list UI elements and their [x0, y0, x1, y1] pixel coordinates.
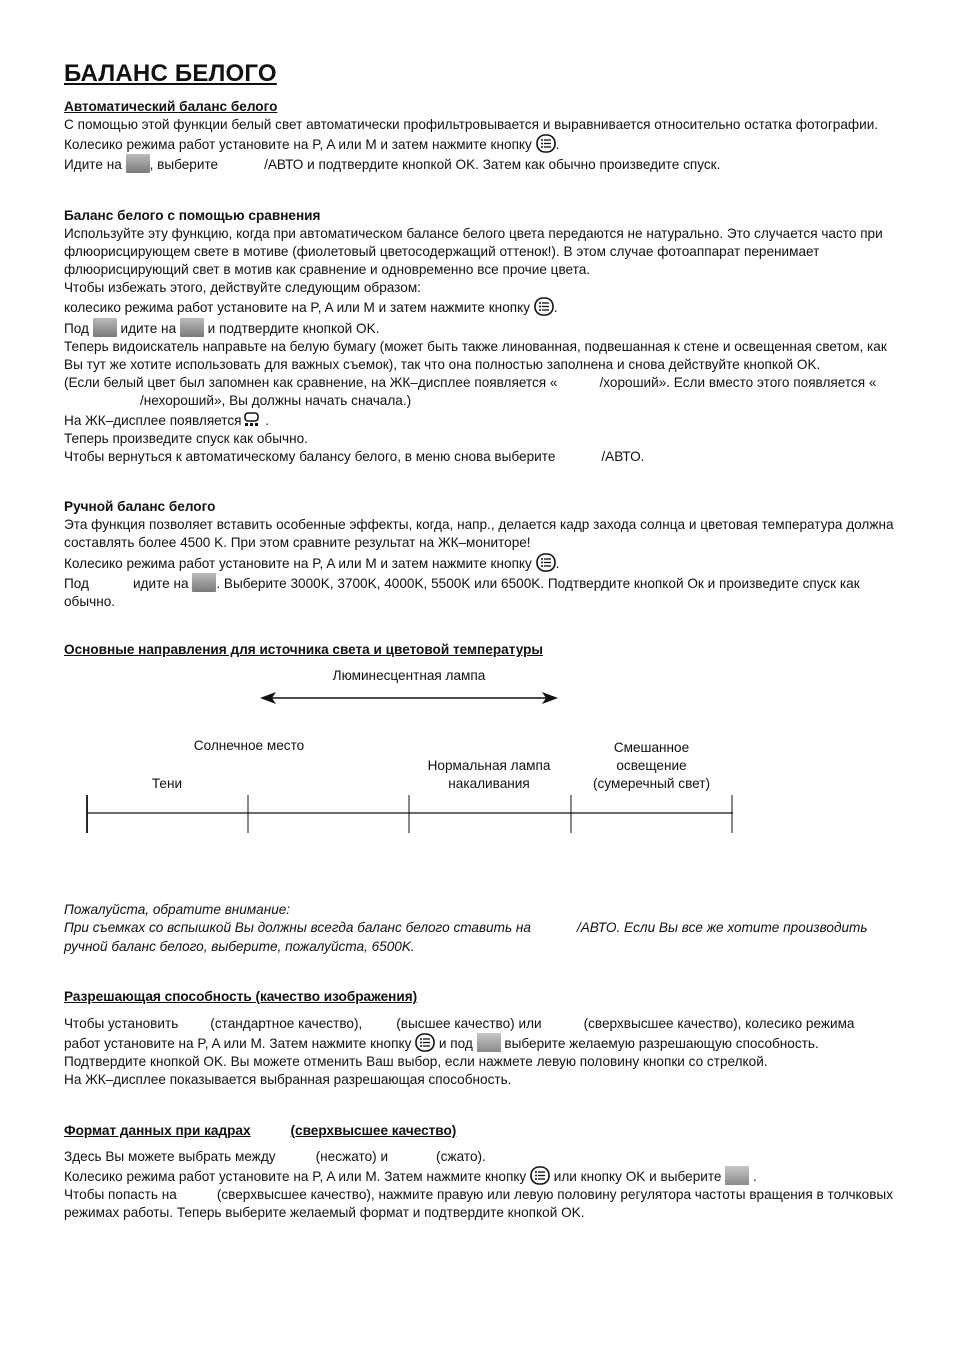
menu-tab-icon — [93, 318, 117, 337]
paragraph: На ЖК–дисплее появляется . — [64, 412, 270, 428]
white-balance-icon — [180, 318, 204, 337]
section-heading: Ручной баланс белого — [64, 499, 216, 515]
paragraph: Под идите на . Выберите 3000K, 3700K, 4000K, 5500K или 6500K. Подтвердите кнопкой Ок и произведите спуск как обычно. — [64, 573, 894, 611]
section-compare — [64, 207, 894, 467]
paragraph: Здесь Вы можете выбрать между (несжато) и (сжато). — [64, 1148, 486, 1164]
paragraph: Идите на , выберите /АВТО и подтвердите кнопкой OK. Затем как обычно произведите спуск. — [64, 154, 894, 174]
section-format — [64, 1122, 894, 1223]
section-heading: Основные направления для источника света и цветовой температуры — [64, 642, 543, 658]
double-arrow — [260, 691, 560, 705]
note-heading: Пожалуйста, обратите внимание: — [64, 902, 291, 918]
menu-button-icon — [534, 297, 554, 316]
section-note — [64, 901, 894, 956]
menu-button-icon — [530, 1166, 550, 1185]
paragraph: Используйте эту функцию, когда при автоматическом балансе белого цвета передаются не натурально. Это случается часто при флюорисцирующем свете в мотиве (фиолетовый цветосодержащий оттенок!). В этом случае фотоаппарат перенимает флюорисцирующий свет в мотив как сравнение и одновременно все прочие цвета. — [64, 225, 883, 278]
label-fluorescent: Люминесцентная лампа — [332, 668, 486, 684]
format-tab-icon — [725, 1166, 749, 1185]
paragraph: Эта функция позволяет вставить особенные эффекты, когда, напр., делается кадр захода солнца и цветовая температура должна составлять более 4500 K. При этом сравните результат на ЖК–мониторе! — [64, 517, 894, 551]
white-balance-icon — [192, 573, 216, 592]
section-heading: Формат данных при кадрах (сверхвысшее качество) — [64, 1122, 457, 1138]
paragraph: Чтобы вернуться к автоматическому балансу белого, в меню снова выберите /АВТО. — [64, 449, 645, 465]
paragraph: Теперь произведите спуск как обычно. — [64, 430, 308, 446]
paragraph: Чтобы попасть на (сверхвысшее качество), нажмите правую или левую половину регулятора частоты вращения в толчковых режимах работы. Теперь выберите желаемый формат и подтвердите кнопкой OK. — [64, 1187, 894, 1221]
section-heading: Разрешающая способность (качество изображения) — [64, 988, 418, 1004]
section-manual — [64, 498, 894, 611]
paragraph: Теперь видоискатель направьте на белую бумагу (может быть также линованная, подвешанная к стене и освещенная светом, как Вы тут же хотите использовать для важных съемок), так что она полностью заполнена и снова действуйте кнопкой OK. — [64, 338, 887, 373]
section-resolution — [64, 988, 894, 1090]
menu-tab-icon — [126, 154, 150, 173]
label-shade: Тени — [151, 776, 183, 792]
paragraph: колесико режима работ установите на P, A или M и затем нажмите кнопку . — [64, 297, 894, 317]
paragraph: Колесико режима работ установите на P, A или M и затем нажмите кнопку . — [64, 134, 894, 154]
paragraph: Чтобы установить (стандартное качество), (высшее качество) или (сверхвысшее качество), колесико режима работ установите на P, A или M. Затем нажмите кнопку и под выберите желаемую разрешающую способность. — [64, 1015, 855, 1052]
menu-button-icon — [536, 134, 556, 153]
paragraph: Колесико режима работ установите на P, A или M. Затем нажмите кнопку или кнопку OK и выберите . — [64, 1166, 894, 1186]
scale-axis — [84, 793, 738, 835]
menu-button-icon — [415, 1033, 435, 1052]
light-source-diagram — [64, 659, 894, 869]
section-heading: Баланс белого с помощью сравнения — [64, 207, 321, 223]
paragraph: Под идите на и подтвердите кнопкой OK. — [64, 318, 894, 338]
page-title: БАЛАНС БЕЛОГО — [64, 60, 277, 87]
wb-preset-icon — [242, 411, 262, 429]
document-page — [64, 60, 894, 1223]
paragraph: С помощью этой функции белый свет автоматически профильтровывается и выравнивается относительно остатка фотографии. — [64, 117, 879, 132]
menu-button-icon — [536, 553, 556, 572]
paragraph: Чтобы избежать этого, действуйте следующим образом: — [64, 280, 421, 296]
label-sunny: Солнечное место — [193, 738, 305, 754]
paragraph: Колесико режима работ установите на P, A или M и затем нажмите кнопку . — [64, 553, 894, 573]
quality-tab-icon — [477, 1033, 501, 1052]
paragraph: Подтвердите кнопкой OK. Вы можете отменить Ваш выбор, если нажмете левую половину кнопки со стрелкой. — [64, 1054, 768, 1070]
section-auto — [64, 98, 894, 175]
section-heading: Автоматический баланс белого — [64, 99, 278, 114]
label-incandescent: Нормальная лампа накаливания — [427, 758, 551, 792]
section-directions — [64, 641, 894, 869]
paragraph: (Если белый цвет был запомнен как сравнение, на ЖК–дисплее появляется « /хороший». Если вместо этого появляется «/нехороший», Вы должны начать сначала.) — [64, 375, 877, 409]
paragraph: При съемках со вспышкой Вы должны всегда баланс белого ставить на /АВТО. Если Вы все же хотите производить ручной баланс белого, выберите, пожалуйста, 6500K. — [64, 920, 868, 954]
label-mixed: Смешанное освещение (сумеречный свет) — [593, 740, 710, 792]
paragraph: На ЖК–дисплее показывается выбранная разрешающая способность. — [64, 1072, 512, 1088]
